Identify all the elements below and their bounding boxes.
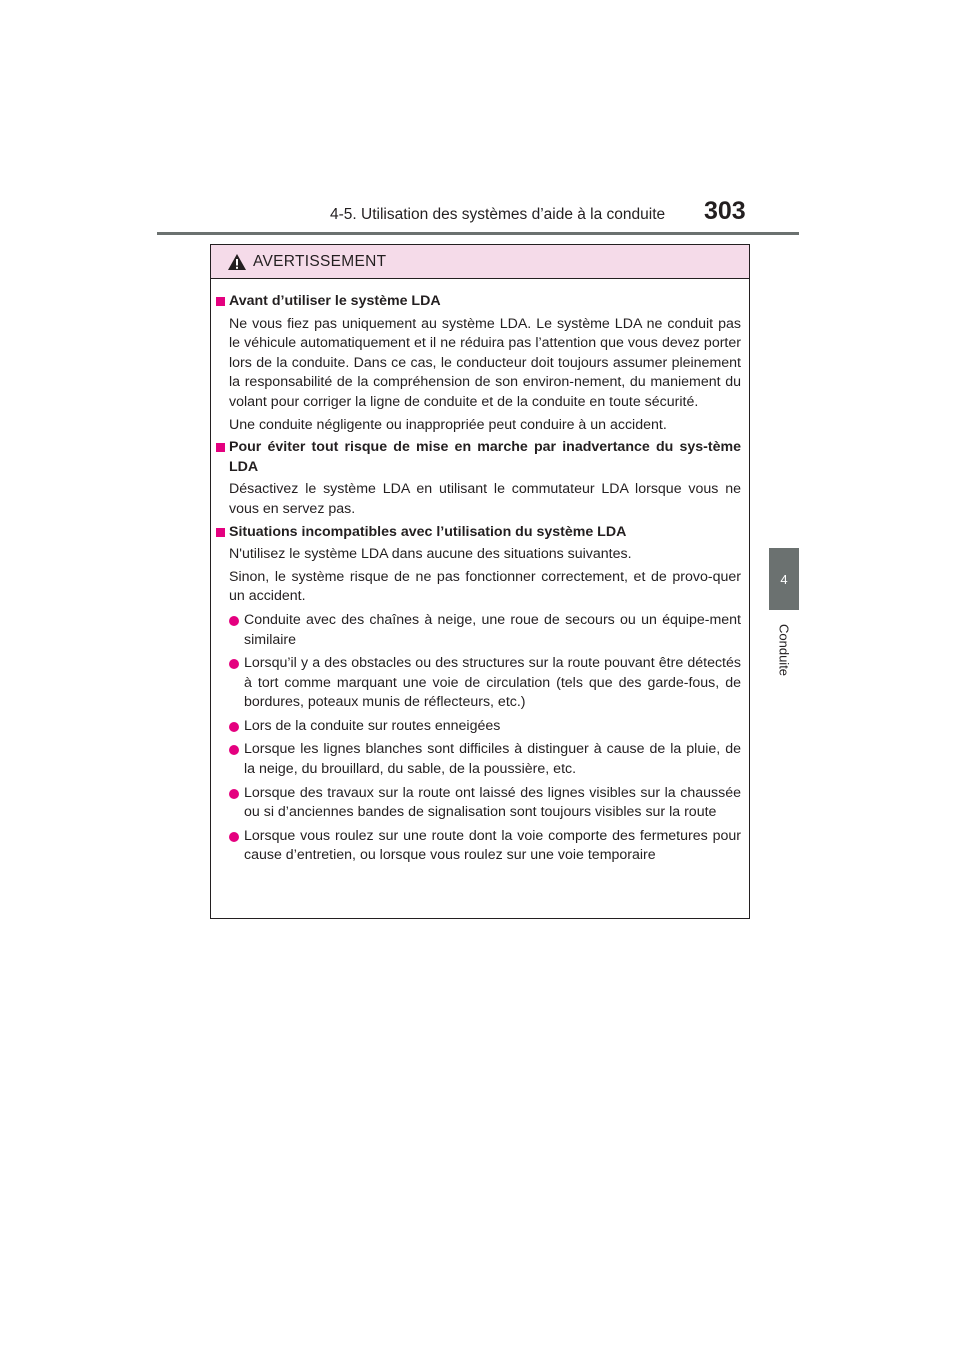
paragraph: Ne vous fiez pas uniquement au système LDA. Le système LDA ne conduit pas le véhicule automatiquement et il ne réduira pas l’attention que vous devez porter lors de la conduite. Dans ce cas, le conducteur doit toujours assumer pleinement la responsabilité de la compréhension de son environ-nement, du maniement du volant pour corriger la ligne de conduite et de la conduite en toute sécurité. — [229, 315, 741, 410]
section-heading-text: Pour éviter tout risque de mise en marche par inadvertance du sys-tème LDA — [229, 439, 741, 475]
round-bullet-icon — [229, 789, 239, 799]
paragraph: Désactivez le système LDA en utilisant le commutateur LDA lorsque vous ne vous en servez pas. — [229, 481, 741, 517]
round-bullet-icon — [229, 745, 239, 755]
section-header-title: 4-5. Utilisation des systèmes d’aide à la conduite — [330, 206, 666, 223]
list-item-text: Lorsqu’il y a des obstacles ou des structures sur la route pouvant être détectés à tort comme marquant une voie de circulation (tels que des garde-fous, de bordures, poteaux munis de réflecteurs, etc.) — [244, 655, 741, 711]
section-heading — [216, 523, 741, 543]
list-item — [229, 784, 741, 823]
page-number: 303 — [704, 197, 746, 225]
warning-triangle-icon — [227, 253, 247, 271]
warning-title: AVERTISSEMENT — [253, 252, 387, 270]
round-bullet-icon — [229, 832, 239, 842]
section-heading-text: Situations incompatibles avec l’utilisation du système LDA — [229, 523, 627, 540]
list-item-text: Lors de la conduite sur routes enneigées — [244, 717, 501, 734]
square-bullet-icon — [216, 297, 225, 306]
warning-body — [211, 279, 749, 866]
section-heading — [216, 292, 741, 312]
list-item-text: Conduite avec des chaînes à neige, une roue de secours ou un équipe-ment similaire — [244, 611, 741, 648]
round-bullet-icon — [229, 616, 239, 626]
paragraph: Sinon, le système risque de ne pas fonctionner correctement, et de provo-quer un accident. — [229, 568, 741, 605]
round-bullet-icon — [229, 722, 239, 732]
section-heading — [216, 438, 741, 477]
round-bullet-icon — [229, 659, 239, 669]
chapter-tab — [769, 548, 799, 610]
square-bullet-icon — [216, 528, 225, 537]
list-item — [229, 827, 741, 866]
section-heading-text: Avant d’utiliser le système LDA — [229, 293, 441, 309]
list-item — [229, 717, 741, 737]
square-bullet-icon — [216, 443, 225, 452]
warning-box — [210, 244, 750, 919]
chapter-label: Conduite — [776, 623, 792, 677]
bullet-list — [229, 611, 741, 866]
list-item — [229, 654, 741, 713]
warning-header — [211, 245, 749, 279]
chapter-number: 4 — [780, 571, 788, 587]
list-item-text: Lorsque les lignes blanches sont difficiles à distinguer à cause de la pluie, de la neige, du brouillard, du sable, de la poussière, etc. — [244, 741, 741, 778]
paragraph: N'utilisez le système LDA dans aucune des situations suivantes. — [229, 546, 632, 563]
list-item — [229, 740, 741, 779]
paragraph: Une conduite négligente ou inappropriée peut conduire à un accident. — [229, 416, 667, 433]
list-item-text: Lorsque des travaux sur la route ont laissé des lignes visibles sur la chaussée ou si d’anciennes bandes de signalisation sont toujours visibles sur la route — [244, 784, 741, 821]
list-item — [229, 611, 741, 650]
list-item-text: Lorsque vous roulez sur une route dont la voie comporte des fermetures pour cause d’entretien, ou lorsque vous roulez sur une voie temporaire — [244, 827, 741, 864]
header-rule — [157, 232, 799, 235]
